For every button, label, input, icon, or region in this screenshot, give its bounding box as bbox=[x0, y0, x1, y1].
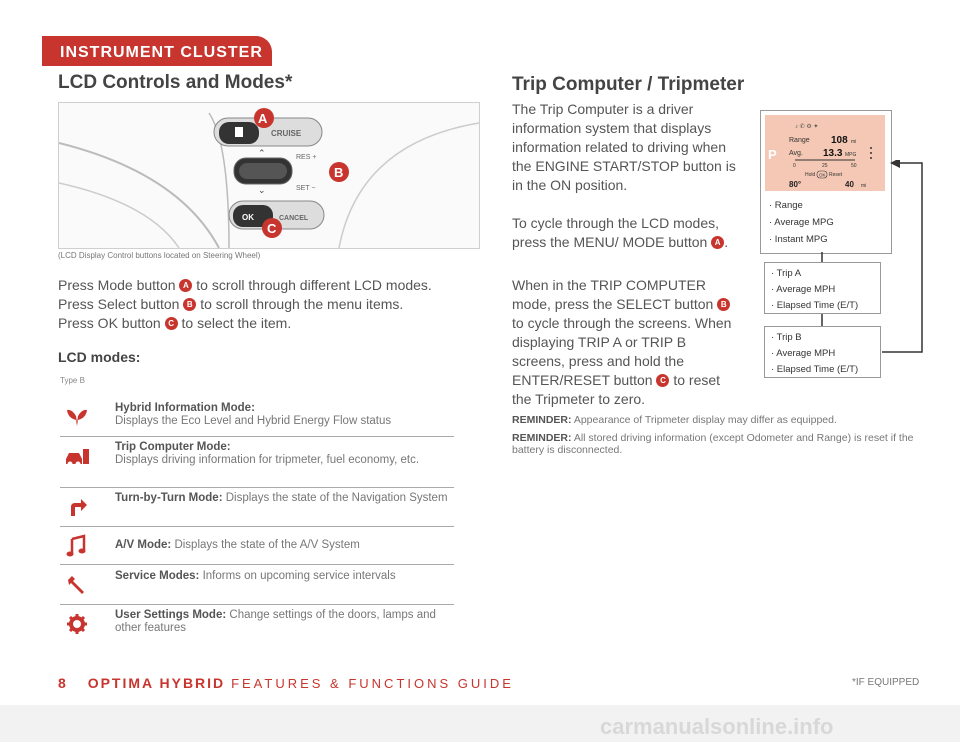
type-label: Type B bbox=[60, 376, 85, 385]
badge-a-right: A bbox=[711, 236, 724, 249]
svg-text:Avg.: Avg. bbox=[789, 150, 803, 157]
section-tab: INSTRUMENT CLUSTER bbox=[42, 36, 272, 66]
svg-text:mi: mi bbox=[851, 139, 857, 145]
callout-b-label: B bbox=[334, 165, 344, 180]
panel-list: · Range · Average MPG · Instant MPG bbox=[769, 200, 834, 245]
mode-user-settings: User Settings Mode: Change settings of the doors, lamps and other features bbox=[60, 609, 454, 642]
press-instructions bbox=[58, 276, 488, 333]
gear-icon bbox=[64, 611, 90, 637]
lcd-modes-heading: LCD modes: bbox=[58, 349, 141, 365]
trip-paragraph-2: To cycle through the LCD modes, press the MENU/ MODE button A . bbox=[512, 215, 729, 250]
mode-hybrid: Hybrid Information Mode: Displays the Eco Level and Hybrid Energy Flow status bbox=[60, 402, 454, 437]
mode-trip-computer: Trip Computer Mode: Displays driving information for tripmeter, fuel economy, etc. bbox=[60, 441, 454, 488]
badge-a: A bbox=[179, 279, 192, 292]
trip-paragraph-3: When in the TRIP COMPUTER mode, press the SELECT button B to cycle through the screens. When displaying TRIP A or TRIP B screens, press and hold the ENTER/RESET button C to reset the Tripmeter to zero. bbox=[512, 277, 732, 407]
svg-text:25: 25 bbox=[822, 163, 828, 169]
page-number: 8 bbox=[58, 675, 68, 691]
svg-text:P: P bbox=[768, 147, 777, 162]
badge-c: C bbox=[165, 317, 178, 330]
svg-text:13.3: 13.3 bbox=[823, 148, 843, 159]
lcd-controls-title: LCD Controls and Modes* bbox=[58, 72, 293, 93]
callout-c-label: C bbox=[267, 221, 277, 236]
mode-turn-by-turn: Turn-by-Turn Mode: Displays the state of the Navigation System bbox=[60, 492, 454, 527]
svg-text:Range: Range bbox=[789, 137, 810, 144]
if-equipped-note: *IF EQUIPPED bbox=[852, 677, 920, 688]
trip-a-box: · Trip A · Average MPH · Elapsed Time (E/T) bbox=[764, 262, 881, 314]
wrench-icon bbox=[64, 572, 90, 598]
svg-text:MPG: MPG bbox=[845, 152, 857, 158]
svg-text:0: 0 bbox=[793, 163, 796, 169]
steering-wheel-illustration bbox=[59, 103, 479, 248]
badge-c-right: C bbox=[656, 374, 669, 387]
badge-b: B bbox=[183, 298, 196, 311]
svg-text:Hold: Hold bbox=[805, 172, 816, 178]
svg-text:50: 50 bbox=[851, 163, 857, 169]
svg-text:40: 40 bbox=[845, 180, 854, 189]
svg-text:108: 108 bbox=[831, 135, 848, 146]
guide-name: FEATURES & FUNCTIONS GUIDE bbox=[231, 676, 514, 691]
svg-text:80°: 80° bbox=[789, 180, 802, 189]
page-footer bbox=[58, 675, 514, 691]
trip-b-box: · Trip B · Average MPH · Elapsed Time (E/T) bbox=[764, 326, 881, 378]
cancel-label: CANCEL bbox=[279, 215, 309, 222]
trip-paragraph-1: The Trip Computer is a driver information system that displays information related to driving when the ENGINE START/STOP button is in the ON position. bbox=[512, 101, 736, 193]
music-note-icon bbox=[64, 533, 90, 559]
press-line-3: Press OK button C to select the item. bbox=[58, 315, 292, 331]
leaf-icon bbox=[64, 404, 90, 430]
mode-av: A/V Mode: Displays the state of the A/V System bbox=[60, 531, 454, 565]
watermark: carmanualsonline.info bbox=[600, 714, 834, 739]
svg-text:mi: mi bbox=[861, 183, 867, 189]
press-line-1: Press Mode button A to scroll through different LCD modes. bbox=[58, 277, 432, 293]
image-caption: (LCD Display Control buttons located on Steering Wheel) bbox=[58, 251, 261, 260]
svg-text:⌄: ⌄ bbox=[258, 185, 266, 195]
svg-text:⌃: ⌃ bbox=[258, 148, 266, 158]
ok-label: OK bbox=[242, 213, 254, 222]
res-label: RES + bbox=[296, 154, 317, 161]
model-name: OPTIMA HYBRID bbox=[87, 675, 226, 691]
press-line-2: Press Select button B to scroll through the menu items. bbox=[58, 296, 404, 312]
turn-arrow-icon bbox=[64, 494, 90, 520]
svg-text:Reset: Reset bbox=[829, 172, 843, 178]
badge-b-right: B bbox=[717, 298, 730, 311]
reminder-1: REMINDER: Appearance of Tripmeter display may differ as equipped. bbox=[512, 414, 837, 426]
cycle-arrow-connector bbox=[820, 160, 930, 360]
svg-text:OK: OK bbox=[819, 172, 826, 178]
cruise-label: CRUISE bbox=[271, 129, 302, 138]
svg-text:♪ ✆ ⚙ ✦: ♪ ✆ ⚙ ✦ bbox=[795, 124, 819, 130]
mode-service: Service Modes: Informs on upcoming service intervals bbox=[60, 570, 454, 605]
callout-a-label: A bbox=[258, 111, 268, 126]
set-label: SET − bbox=[296, 185, 316, 192]
car-fuel-icon bbox=[64, 443, 90, 469]
trip-computer-title: Trip Computer / Tripmeter bbox=[512, 74, 745, 95]
steering-wheel-image bbox=[58, 102, 480, 249]
reminder-2: REMINDER: All stored driving information (except Odometer and Range) is reset if the battery is disconnected. bbox=[512, 432, 914, 456]
